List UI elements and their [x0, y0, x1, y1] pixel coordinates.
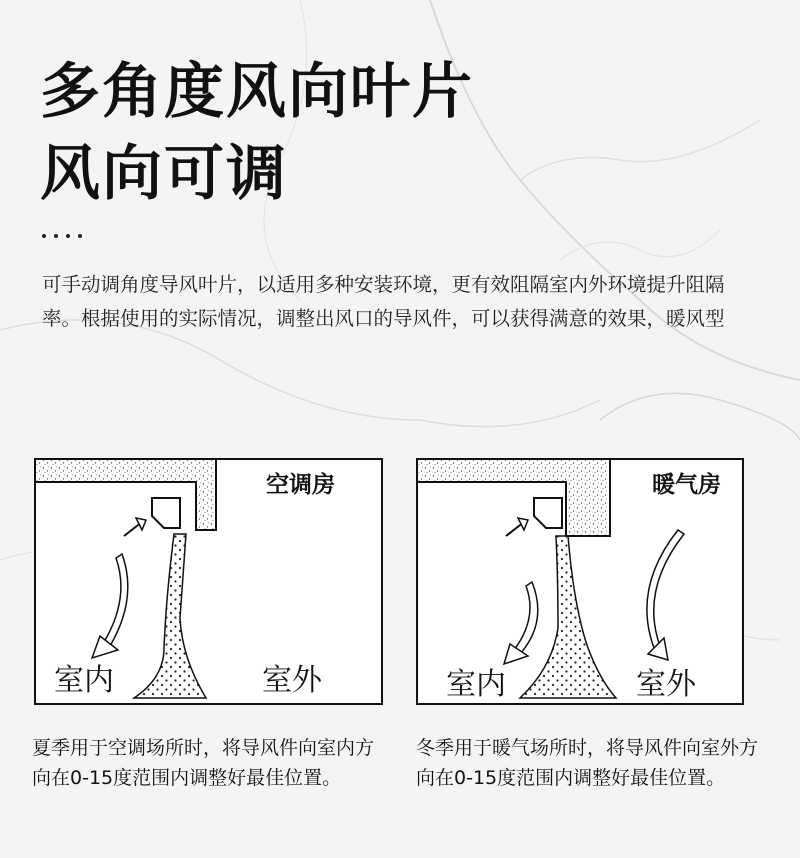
ac-usage-caption: 夏季用于空调场所时，将导风件向室内方向在0-15度范围内调整好最佳位置。 [32, 737, 375, 789]
feature-description: 可手动调角度导风叶片，以适用多种安装环境，更有效阻隔室内外环境提升阻隔率。根据使用的实际情况，调整出风口的导风件，可以获得满意的效果，暖风型 [42, 273, 725, 330]
outdoor-label: 室外 [262, 663, 322, 698]
indoor-label: 室内 [446, 667, 506, 702]
outdoor-label: 室外 [636, 667, 696, 702]
heated-room-diagram [416, 458, 766, 708]
indoor-label: 室内 [54, 663, 114, 698]
room-name-label: 空调房 [266, 472, 335, 498]
decorative-dots [42, 234, 82, 238]
ac-room-diagram [34, 458, 384, 708]
room-name-label: 暖气房 [652, 472, 721, 498]
page-title-line-1: 多角度风向叶片 [40, 57, 474, 127]
heating-usage-caption: 冬季用于暖气场所时，将导风件向室外方向在0-15度范围内调整好最佳位置。 [416, 737, 759, 789]
page-title-line-2: 风向可调 [40, 139, 288, 209]
